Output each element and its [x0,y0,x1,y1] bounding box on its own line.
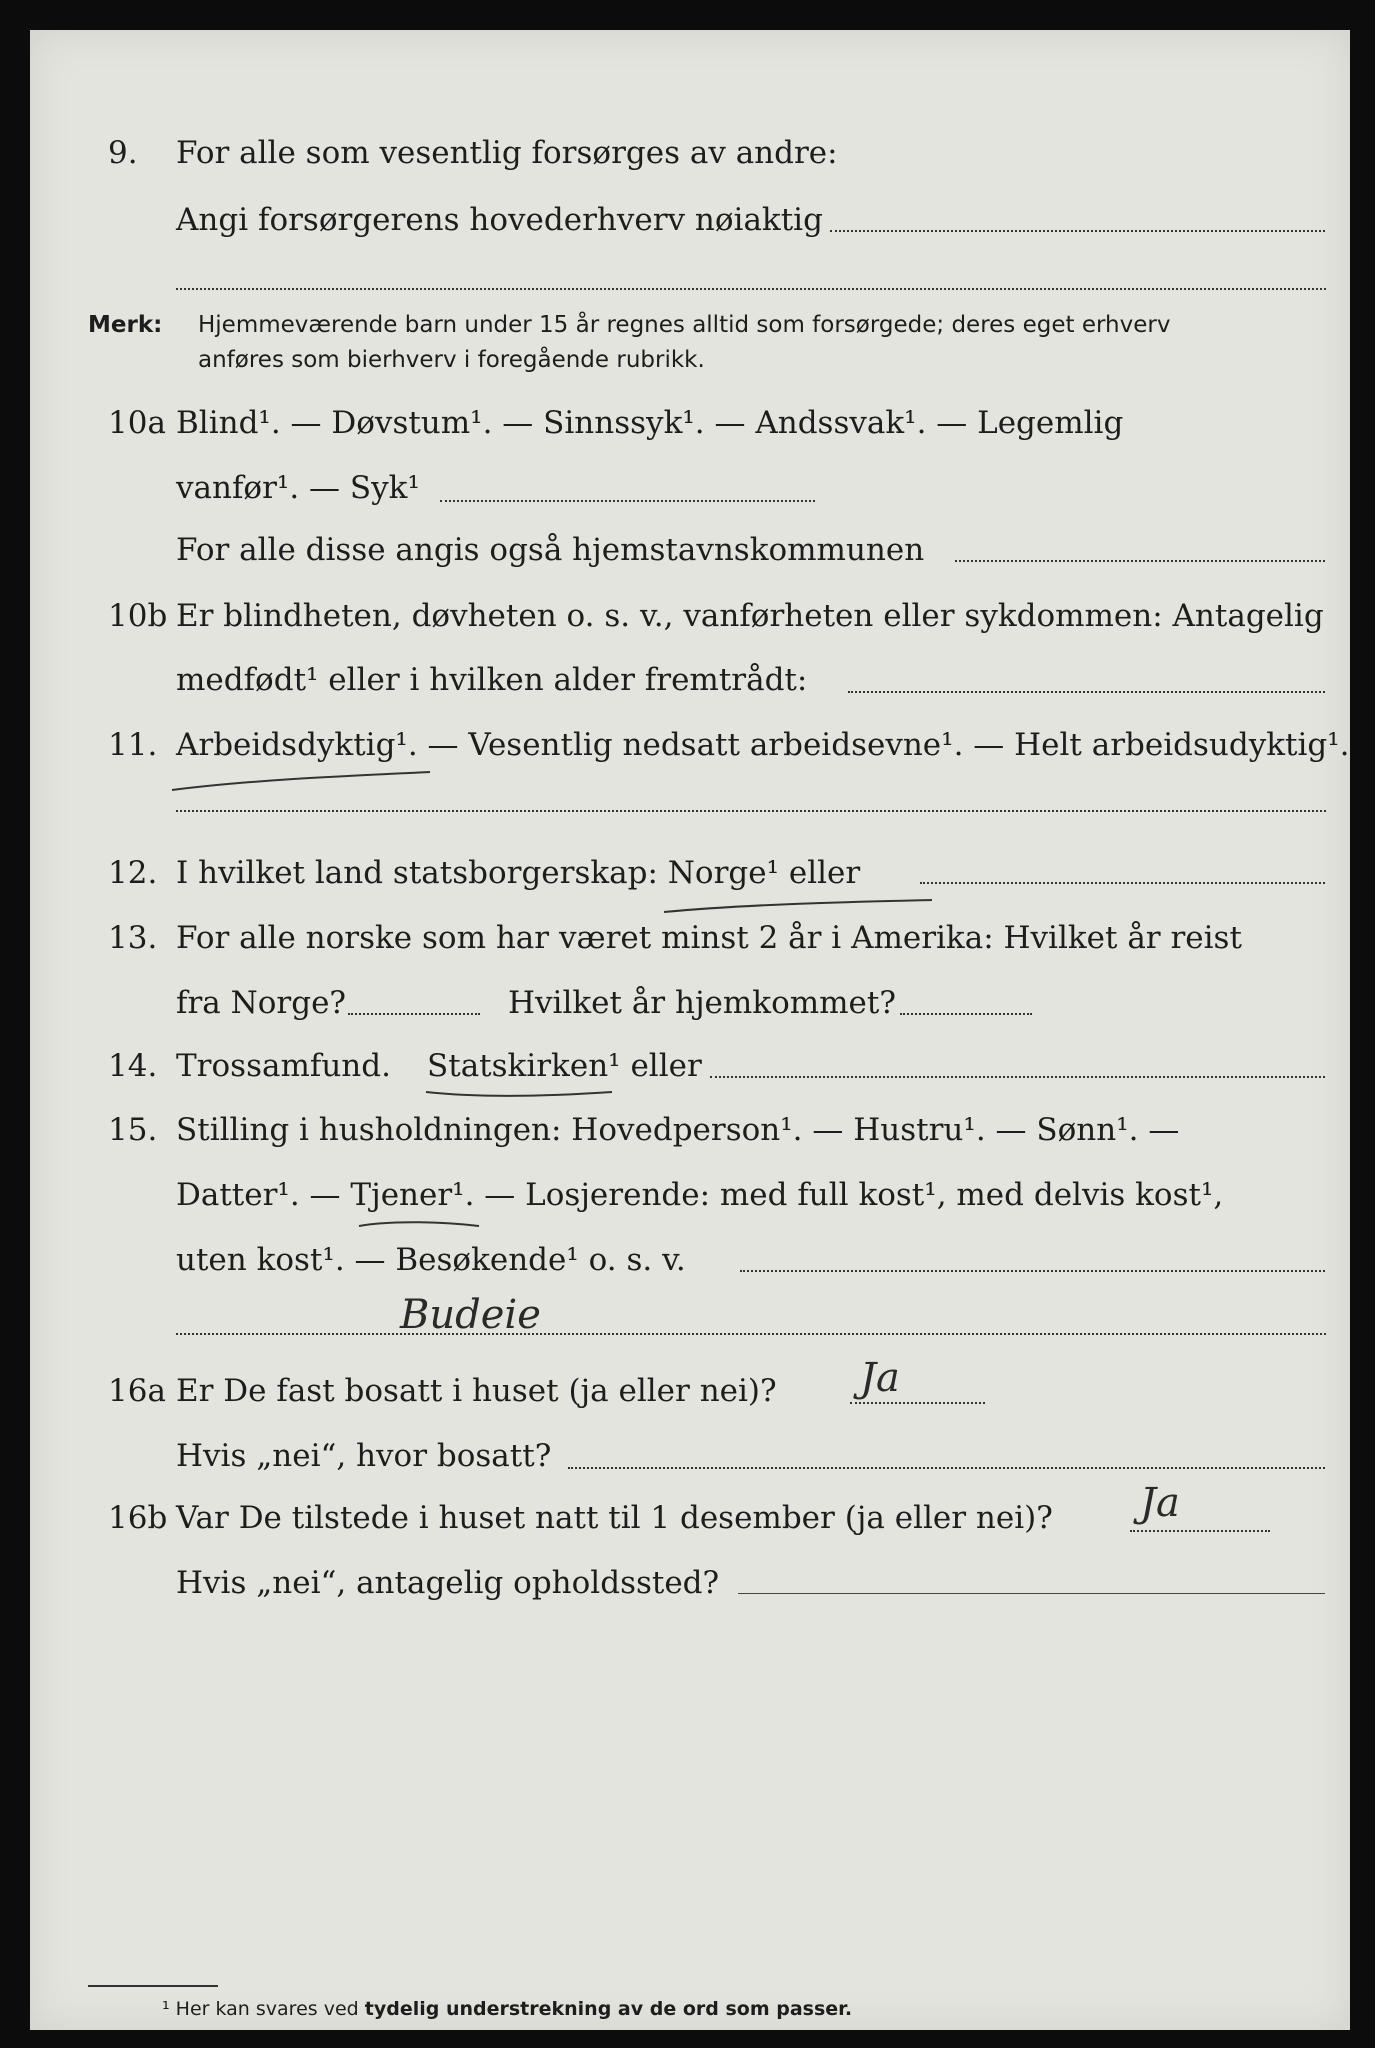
q10a-number: 10a [108,405,166,441]
q11-handwritten-underline [168,768,438,798]
q15-answer-line [740,1270,1325,1272]
q10b-line2: medfødt¹ eller i hvilken alder fremtrådt: [176,662,808,698]
merk-line2: anføres som bierhverv i foregående rubrikk. [198,347,705,373]
q16a-handwritten-answer: Ja [860,1355,900,1401]
footnote-rule [88,1985,218,1987]
q15-extra-line [176,1333,1326,1335]
q10b-line1: Er blindheten, døvheten o. s. v., vanførheten eller sykdommen: Antagelig [176,598,1324,634]
q10a-syk-line [440,500,815,502]
q10a-line1: Blind¹. — Døvstum¹. — Sinnssyk¹. — Andssvak¹. — Legemlig [176,405,1124,441]
q15-number: 15. [108,1112,158,1148]
q16b-answer-line [1130,1530,1270,1532]
q12-line1: I hvilket land statsborgerskap: Norge¹ eller [176,855,861,891]
q13-line2a: fra Norge? [176,985,347,1021]
q15-line2: Datter¹. — Tjener¹. — Losjerende: med full kost¹, med delvis kost¹, [176,1177,1224,1213]
q14-line1: Trossamfund. [176,1048,391,1084]
q16a-number: 16a [108,1373,166,1409]
q10b-number: 10b [108,598,168,634]
q10b-answer-line [848,691,1325,693]
q16a-answer-line [850,1402,985,1404]
q13-line2b: Hvilket år hjemkommet? [508,985,896,1021]
q16b-number: 16b [108,1500,168,1536]
footnote [162,1998,852,2020]
q16a-line1: Er De fast bosatt i huset (ja eller nei)? [176,1373,777,1409]
q10a-line2: vanfør¹. — Syk¹ [176,470,420,506]
q16b-handwritten-answer: Ja [1140,1480,1180,1526]
q14-handwritten-underline [422,1086,622,1106]
q16a-line2: Hvis „nei“, hvor bosatt? [176,1438,552,1474]
q15-handwritten-answer: Budeie [400,1292,541,1338]
q9-number: 9. [108,135,138,171]
q9-line2: Angi forsørgerens hovederhverv nøiaktig [176,202,823,238]
q11-extra-line [176,810,1326,812]
census-form-page [30,30,1350,2030]
q15-handwritten-underline [355,1216,485,1236]
q13-number: 13. [108,920,158,956]
q12-number: 12. [108,855,158,891]
q12-answer-line [920,882,1325,884]
footnote-text: Her kan svares ved [175,1998,359,2020]
q13-line1: For alle norske som har været minst 2 år i Amerika: Hvilket år reist [176,920,1242,956]
q16b-line1: Var De tilstede i huset natt til 1 desember (ja eller nei)? [176,1500,1053,1536]
q14-number: 14. [108,1048,158,1084]
q10a-hjemstavn-line [955,560,1325,562]
merk-label: Merk: [88,312,163,338]
footnote-bold-text: tydelig understrekning av de ord som passer. [364,1998,853,2020]
q10a-line3: For alle disse angis også hjemstavnskommunen [176,532,925,568]
q12-handwritten-underline [660,894,940,920]
q11-number: 11. [108,727,158,763]
q16b-line2: Hvis „nei“, antagelig opholdssted? [176,1565,720,1601]
q13-hjemkommet-line [900,1013,1032,1015]
q11-line1: Arbeidsdyktig¹. — Vesentlig nedsatt arbeidsevne¹. — Helt arbeidsudyktig¹. [176,727,1350,763]
q15-line1: Stilling i husholdningen: Hovedperson¹. — Hustru¹. — Sønn¹. — [176,1112,1180,1148]
q9-extra-line [176,288,1326,290]
q16a-bosatt-line [568,1467,1325,1469]
q13-reist-line [348,1013,480,1015]
merk-line1: Hjemmeværende barn under 15 år regnes alltid som forsørgede; deres eget erhverv [198,312,1171,338]
footnote-mark: ¹ [162,1998,170,2020]
q16b-opholdssted-line [738,1593,1325,1594]
q9-line1: For alle som vesentlig forsørges av andre: [176,135,838,171]
q15-line3: uten kost¹. — Besøkende¹ o. s. v. [176,1242,686,1278]
q14-line1b: Statskirken¹ eller [427,1048,702,1084]
q14-answer-line [710,1076,1325,1078]
q9-answer-line [830,230,1325,232]
